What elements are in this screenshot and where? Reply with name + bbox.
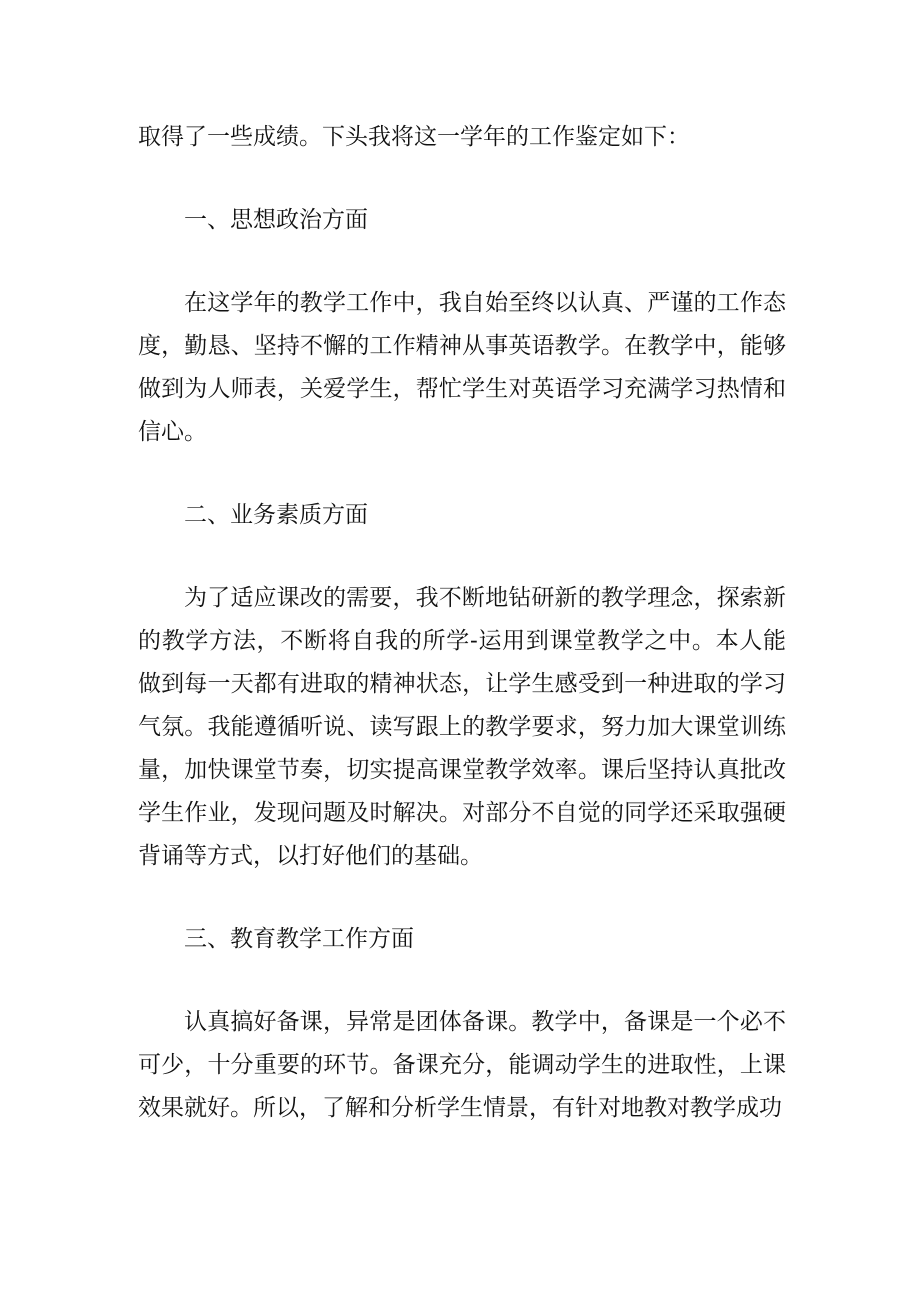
section-heading-professional: 二、业务素质方面 bbox=[184, 502, 368, 528]
section-body-political: 在这学年的教学工作中，我自始至终以认真、严谨的工作态度，勤恳、坚持不懈的工作精神从事英语教学。在教学中，能够做到为人师表，关爱学生，帮忙学生对英语学习充满学习热情和信心。 bbox=[138, 290, 786, 445]
section-body-professional: 为了适应课改的需要，我不断地钻研新的教学理念，探索新的教学方法，不断将自我的所学-运用到课堂教学之中。本人能做到每一天都有进取的精神状态，让学生感受到一种进取的学习气氛。我能遵循听说、读写跟上的教学要求，努力加大课堂训练量，加快课堂节奏，切实提高课堂教学效率。课后坚持认真批改学生作业，发现问题及时解决。对部分不自觉的同学还采取强硬背诵等方式，以打好他们的基础。 bbox=[138, 585, 786, 869]
section-heading-teaching: 三、教育教学工作方面 bbox=[184, 926, 414, 952]
section-body-teaching: 认真搞好备课，异常是团体备课。教学中，备课是一个必不可少，十分重要的环节。备课充分，能调动学生的进取性，上课效果就好。所以，了解和分析学生情景，有针对地教对教学成功 bbox=[138, 1009, 786, 1121]
section-heading-political: 一、思想政治方面 bbox=[184, 207, 368, 233]
document-body bbox=[138, 116, 786, 1130]
intro-paragraph: 取得了一些成绩。下头我将这一学年的工作鉴定如下： bbox=[138, 124, 690, 150]
